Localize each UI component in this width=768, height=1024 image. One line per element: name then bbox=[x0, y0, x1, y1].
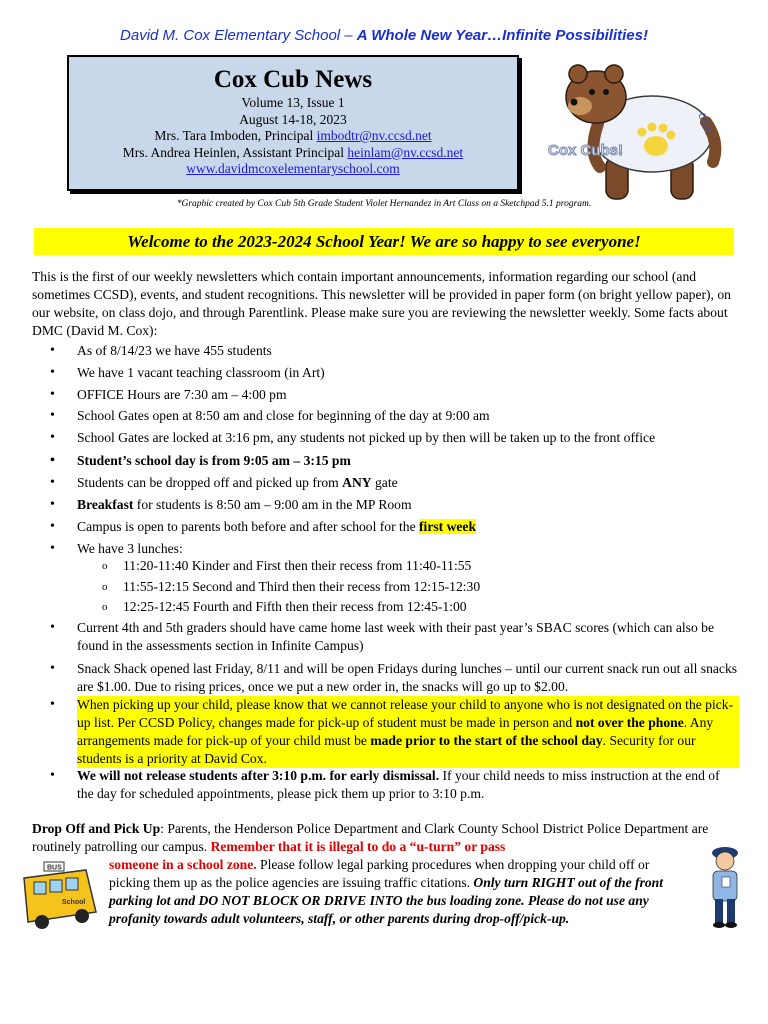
list-item: • Current 4th and 5th graders should have came home last week with their past year’s SBAC scores (which can also be found in the assessments section in Infinite Campus) bbox=[77, 619, 739, 655]
assistant-principal-email-link[interactable]: heinlam@nv.ccsd.net bbox=[347, 144, 464, 160]
principal-name: Mrs. Tara Imboden, Principal bbox=[154, 128, 317, 143]
issue-date: August 14-18, 2023 bbox=[239, 111, 347, 127]
list-item bbox=[77, 767, 739, 803]
school-header-line bbox=[0, 27, 768, 44]
lunch-item: o 11:20-11:40 Kinder and First then their recess from 11:40-11:55 bbox=[123, 557, 471, 575]
list-item: • School Gates are locked at 3:16 pm, any students not picked up by then will be taken up to the front office bbox=[77, 429, 737, 447]
dropoff-section-continued bbox=[109, 856, 693, 928]
list-item bbox=[77, 474, 737, 492]
list-item-text: . Security for our students is a priority at David Cox. bbox=[77, 733, 696, 766]
cox-cubs-bubble-text: Cox Cubs! bbox=[548, 142, 623, 159]
school-tagline: A Whole New Year…Infinite Possibilities! bbox=[356, 27, 648, 44]
list-item-emphasis: ANY bbox=[342, 475, 372, 490]
list-item-emphasis: not over the phone bbox=[575, 715, 684, 730]
principal-email-link[interactable]: imbodtr@nv.ccsd.net bbox=[316, 128, 432, 143]
volume-issue: Volume 13, Issue 1 bbox=[241, 95, 345, 110]
bus-sign-text: BUS bbox=[47, 864, 62, 872]
dropoff-warning: Remember that it is illegal to do a “u-turn” or pass bbox=[210, 839, 506, 854]
dropoff-heading: Drop Off and Pick Up bbox=[32, 821, 161, 836]
school-website-link[interactable]: www.davidmcoxelementaryschool.com bbox=[186, 161, 400, 176]
lunch-item: o 11:55-12:15 Second and Third then their recess from 12:15-12:30 bbox=[123, 578, 480, 596]
list-item-emphasis: We will not release students after 3:10 p.m. for early dismissal. bbox=[77, 768, 440, 783]
list-item: • OFFICE Hours are 7:30 am – 4:00 pm bbox=[77, 386, 737, 404]
welcome-banner: Welcome to the 2023-2024 School Year! We are so happy to see everyone! bbox=[34, 228, 734, 255]
graphic-credit: *Graphic created by Cox Cub 5th Grade Student Violet Hernandez in Art Class on a Sketchpad 5.1 program. bbox=[176, 199, 592, 209]
list-item bbox=[77, 496, 737, 514]
list-item: • Student’s school day is from 9:05 am – 3:15 pm bbox=[77, 452, 737, 470]
list-item: • We have 1 vacant teaching classroom (in Art) bbox=[77, 364, 737, 382]
dropoff-text: : Parents, the Henderson Police Department and Clark County School District Police Department are routinely patrolling our campus. bbox=[32, 821, 709, 854]
bear-mascot-image bbox=[548, 62, 748, 207]
intro-paragraph: This is the first of our weekly newsletters which contain important announcements, information regarding our school (and sometimes CCSD), events, and student recognitions. This newsletter will be provided in paper form (on bright yellow paper), on our website, on class dojo, and through Parentlink. Please make sure you are reviewing the newsletter weekly. Some facts about DMC (David M. Cox): bbox=[32, 269, 731, 338]
list-item-text: When picking up your child, please know that we cannot release your child to anyone who is not designated on the pick-up list. Per CCSD Policy, changes made for pick-up of student must be made in person and bbox=[77, 697, 734, 730]
list-item-highlight: first week bbox=[419, 519, 477, 534]
list-item: • As of 8/14/23 we have 455 students bbox=[77, 342, 737, 360]
list-item: • Snack Shack opened last Friday, 8/11 and will be open Fridays during lunches – until our current snack run out all snacks are $1.00. Due to rising prices, once we put a new order in, the snacks will go up to $2.00. bbox=[77, 660, 739, 696]
list-item: • We have 3 lunches: bbox=[77, 540, 737, 558]
list-item-text: Campus is open to parents both before and after school for the bbox=[77, 519, 420, 534]
assistant-principal-line bbox=[69, 145, 517, 162]
newsletter-title-box bbox=[67, 55, 519, 191]
website-line bbox=[69, 161, 517, 178]
school-bus-image bbox=[16, 860, 100, 932]
school-name: David M. Cox Elementary School – bbox=[120, 27, 357, 44]
list-item-text: gate bbox=[371, 475, 398, 490]
list-item-emphasis: Breakfast bbox=[77, 497, 134, 512]
lunch-item: o 12:25-12:45 Fourth and Fifth then their recess from 12:45-1:00 bbox=[123, 598, 467, 616]
list-item-highlighted bbox=[77, 696, 739, 768]
list-item: • School Gates open at 8:50 am and close for beginning of the day at 9:00 am bbox=[77, 407, 737, 425]
dropoff-section bbox=[32, 820, 742, 856]
principal-line bbox=[69, 128, 517, 145]
bear-shirt-text: COX bbox=[695, 111, 713, 136]
list-item bbox=[77, 518, 737, 536]
newsletter-title: Cox Cub News bbox=[213, 66, 373, 93]
dropoff-warning: someone in a school zone. bbox=[109, 857, 257, 872]
list-item-text: If your child needs to miss instruction at the end of the day for scheduled appointments, please pick them up prior to 3:10 p.m. bbox=[77, 768, 720, 801]
list-item-emphasis: made prior to the start of the school day bbox=[370, 733, 603, 748]
dropoff-text: Please follow legal parking procedures when dropping your child off or picking them up as the police agencies are issuing traffic citations. bbox=[109, 857, 650, 890]
list-item-text: for students is 8:50 am – 9:00 am in the MP Room bbox=[133, 497, 412, 512]
list-item-text: Students can be dropped off and picked up from bbox=[77, 475, 343, 490]
bus-side-text: School bbox=[62, 899, 86, 906]
assistant-principal-name: Mrs. Andrea Heinlen, Assistant Principal bbox=[122, 144, 348, 160]
dropoff-rules: Only turn RIGHT out of the front parking lot and DO NOT BLOCK OR DRIVE INTO the bus loading zone. Please do not use any profanity towards adult volunteers, staff, or other parents during drop-off/pick-up. bbox=[109, 875, 664, 926]
police-officer-image bbox=[700, 843, 750, 933]
list-item-text: . Any arrangements made for pick-up of your child must be bbox=[77, 715, 714, 748]
